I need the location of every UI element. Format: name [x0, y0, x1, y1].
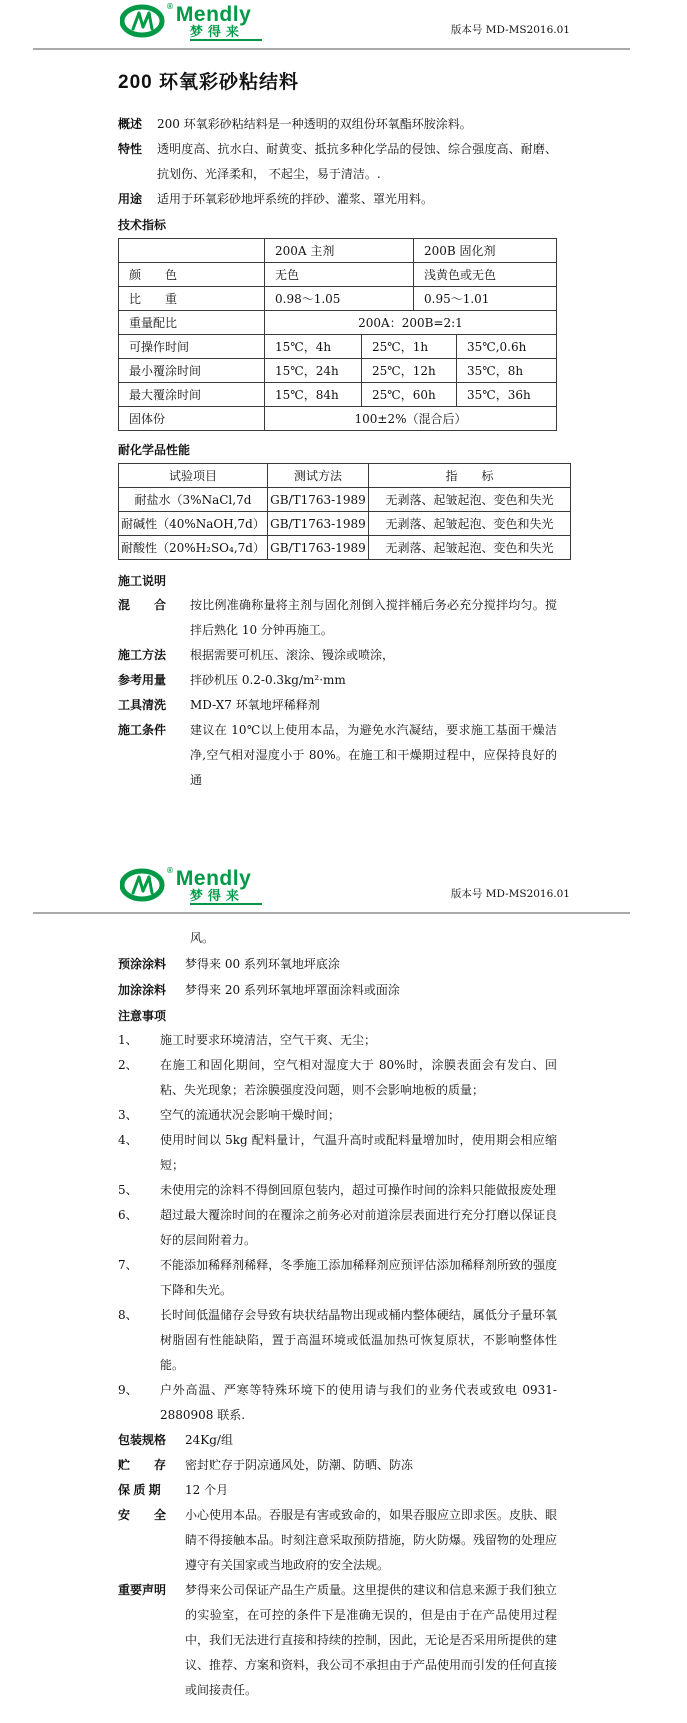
packaging-text: 24Kg/组: [185, 1433, 233, 1447]
notes-title: 注意事项: [118, 1009, 167, 1023]
note-item-6: [118, 1203, 647, 1253]
note-number: 6、: [118, 1208, 138, 1222]
table-cell: 无剥落、起皱起泡、变色和失光: [368, 488, 570, 512]
continuation-text: 风。: [190, 931, 215, 945]
shelf-life-row: [118, 1478, 647, 1503]
header-rule: [33, 48, 630, 50]
table-cell: 固体份: [119, 407, 265, 431]
table-cell: GB/T1763-1989: [267, 512, 368, 536]
note-number: 2、: [118, 1058, 138, 1072]
registered-mark: ®: [167, 2, 173, 11]
table-cell: 15℃，84h: [265, 383, 362, 407]
method-row: [118, 643, 647, 668]
table-row: [119, 239, 557, 263]
note-text: 不能添加稀释剂稀释，冬季施工添加稀释剂应预评估添加稀释剂所致的强度下降和失光。: [160, 1258, 557, 1297]
note-number: 8、: [118, 1308, 138, 1322]
note-item-3: [118, 1103, 647, 1128]
table-row: [119, 407, 557, 431]
table-cell: 浅黄色或无色: [414, 263, 557, 287]
table-cell: 测试方法: [267, 464, 368, 488]
storage-label: 贮 存: [118, 1458, 167, 1472]
mixing-row: [118, 593, 647, 643]
table-cell: 无剥落、起皱起泡、变色和失光: [368, 512, 570, 536]
table-cell: 200A：200B=2:1: [265, 311, 557, 335]
table-cell: [119, 239, 265, 263]
mendly-logo: [120, 4, 262, 41]
tool-cleaning-row: [118, 693, 647, 718]
note-number: 9、: [118, 1383, 138, 1397]
table-cell: 耐酸性（20%H₂SO₄,7d）: [119, 536, 268, 560]
mendly-logo: [120, 868, 262, 905]
table-cell: 25℃，60h: [362, 383, 457, 407]
table-cell: 指 标: [368, 464, 570, 488]
table-cell: 试验项目: [119, 464, 268, 488]
disclaimer-text: 梦得来公司保证产品生产质量。这里提供的建议和信息来源于我们独立的实验室，在可控的条件下是准确无误的，但是由于在产品使用过程中，我们无法进行直接和持续的控制，因此，无论是否采用所提供的建议、推荐、方案和资料，我公司不承担由于产品使用而引发的任何直接或间接责任。: [185, 1583, 558, 1697]
note-item-2: [118, 1053, 647, 1103]
table-cell: 15℃，24h: [265, 359, 362, 383]
registered-mark: ®: [167, 866, 173, 875]
table-cell: 最小覆涂时间: [119, 359, 265, 383]
table-cell: 35℃,0.6h: [457, 335, 557, 359]
table-row: [119, 359, 557, 383]
features-label: 特性: [118, 142, 143, 156]
safety-row: [118, 1503, 647, 1578]
table-cell: 耐碱性（40%NaOH,7d）: [119, 512, 268, 536]
table-cell: GB/T1763-1989: [267, 488, 368, 512]
table-row: [119, 536, 571, 560]
construction-title: 施工说明: [118, 574, 167, 588]
table-cell: 颜 色: [119, 263, 265, 287]
storage-text: 密封贮存于阴凉通风处，防潮、防晒、防冻: [185, 1458, 414, 1472]
table-row: [119, 263, 557, 287]
chemical-resistance-table: [118, 463, 571, 560]
note-text: 使用时间以 5kg 配料量计，气温升高时或配料量增加时，使用期会相应缩短；: [160, 1133, 557, 1172]
note-item-9: [118, 1378, 647, 1428]
table-cell: 重量配比: [119, 311, 265, 335]
method-label: 施工方法: [118, 648, 167, 662]
table-row: [119, 311, 557, 335]
page-2: [0, 864, 687, 1723]
overview-paragraph: [118, 112, 647, 137]
table-cell: 200B 固化剂: [414, 239, 557, 263]
topcoat-label: 加涂涂料: [118, 983, 167, 997]
table-row: [119, 512, 571, 536]
table-cell: 0.98～1.05: [265, 287, 414, 311]
disclaimer-label: 重要声明: [118, 1583, 167, 1597]
method-text: 根据需要可机压、滚涂、镘涂或喷涂，: [190, 648, 395, 662]
note-number: 4、: [118, 1133, 138, 1147]
mixing-label: 混 合: [118, 598, 167, 612]
usage-paragraph: [118, 187, 647, 212]
usage-label: 用途: [118, 192, 143, 206]
shelf-life-label: 保 质 期: [118, 1483, 161, 1497]
table-cell: 25℃，12h: [362, 359, 457, 383]
table-row: [119, 335, 557, 359]
note-number: 7、: [118, 1258, 138, 1272]
note-item-4: [118, 1128, 647, 1178]
table-row: [119, 383, 557, 407]
note-text: 长时间低温储存会导致有块状结晶物出现或桶内整体硬结，属低分子量环氧树脂固有性能缺陷，置于高温环境或低温加热可恢复原状，不影响整体性能。: [160, 1308, 557, 1372]
safety-label: 安 全: [118, 1508, 167, 1522]
note-text: 施工时要求环境清洁，空气干爽、无尘；: [160, 1033, 377, 1047]
note-item-8: [118, 1303, 647, 1378]
note-number: 1、: [118, 1033, 138, 1047]
note-item-1: [118, 1028, 647, 1053]
dosage-label: 参考用量: [118, 673, 167, 687]
table-cell: 35℃，36h: [457, 383, 557, 407]
tech-specs-title: 技术指标: [118, 218, 167, 232]
conditions-label: 施工条件: [118, 723, 167, 737]
table-cell: 无色: [265, 263, 414, 287]
packaging-label: 包装规格: [118, 1433, 167, 1447]
brand-name-chinese: 梦得来: [190, 25, 262, 41]
page2-header: [0, 864, 687, 908]
mendly-logo-icon: [120, 868, 166, 902]
topcoat-row: [118, 977, 647, 1003]
table-row: [119, 488, 571, 512]
brand-name-chinese: 梦得来: [190, 889, 262, 905]
table-row: [119, 287, 557, 311]
page-1: [0, 0, 687, 793]
version-number: 版本号 MD-MS2016.01: [450, 24, 570, 36]
note-number: 5、: [118, 1183, 138, 1197]
precoat-row: [118, 951, 647, 977]
mendly-logo-icon: [120, 4, 166, 38]
usage-text: 适用于环氧彩砂地坪系统的拌砂、灌浆、罩光用料。: [157, 192, 434, 206]
table-cell: 0.95～1.01: [414, 287, 557, 311]
page1-header: [0, 0, 687, 44]
safety-text: 小心使用本品。吞服是有害或致命的，如果吞服应立即求医。皮肤、眼睛不得接触本品。时刻注意采取预防措施，防火防爆。残留物的处理应遵守有关国家或当地政府的安全法规。: [185, 1508, 558, 1572]
table-cell: 最大覆涂时间: [119, 383, 265, 407]
note-text: 户外高温、严寒等特殊环境下的使用请与我们的业务代表或致电 0931-2880908 联系.: [160, 1383, 557, 1422]
disclaimer-row: [118, 1578, 647, 1723]
table-cell: 35℃，8h: [457, 359, 557, 383]
table-cell: 比 重: [119, 287, 265, 311]
precoat-label: 预涂涂料: [118, 957, 167, 971]
dosage-text: 拌砂机压 0.2-0.3kg/m²·mm: [190, 673, 346, 687]
tool-cleaning-label: 工具清洗: [118, 698, 167, 712]
table-cell: 无剥落、起皱起泡、变色和失光: [368, 536, 570, 560]
page2-content: [0, 926, 687, 1723]
table-cell: GB/T1763-1989: [267, 536, 368, 560]
storage-row: [118, 1453, 647, 1478]
brand-name: Mendly: [175, 867, 252, 890]
note-text: 超过最大覆涂时间的在覆涂之前务必对前道涂层表面进行充分打磨以保证良好的层间附着力。: [160, 1208, 557, 1247]
topcoat-text: 梦得来 20 系列环氧地坪罩面涂料或面涂: [185, 983, 400, 997]
table-cell: 25℃，1h: [362, 335, 457, 359]
version-number: 版本号 MD-MS2016.01: [450, 888, 570, 900]
chemical-resistance-title: 耐化学品性能: [118, 443, 191, 457]
mixing-text: 按比例准确称量将主剂与固化剂倒入搅拌桶后务必充分搅拌均匀。搅拌后熟化 10 分钟再施工。: [190, 598, 557, 637]
conditions-text: 建议在 10℃以上使用本品，为避免水汽凝结，要求施工基面干燥洁净,空气相对湿度小于 80%。在施工和干燥期过程中，应保持良好的通: [190, 723, 557, 787]
table-cell: 200A 主剂: [265, 239, 414, 263]
note-text: 空气的流通状况会影响干燥时间；: [160, 1108, 341, 1122]
table-row: [119, 464, 571, 488]
features-text: 透明度高、抗水白、耐黄变、抵抗多种化学品的侵蚀、综合强度高、耐磨、抗划伤、光泽柔和， 不起尘，易于清洁。.: [157, 142, 557, 181]
features-paragraph: [118, 137, 647, 187]
brand-name: Mendly: [175, 3, 252, 26]
table-cell: 可操作时间: [119, 335, 265, 359]
note-text: 在施工和固化期间，空气相对湿度大于 80%时，涂膜表面会有发白、回粘、失光现象；若涂膜强度没问题，则不会影响地板的质量；: [160, 1058, 557, 1097]
table-cell: 15℃，4h: [265, 335, 362, 359]
overview-label: 概述: [118, 117, 143, 131]
packaging-row: [118, 1428, 647, 1453]
note-item-7: [118, 1253, 647, 1303]
tech-specs-table: [118, 238, 557, 431]
overview-text: 200 环氧彩砂粘结料是一种透明的双组份环氧酯环胺涂料。: [157, 117, 472, 131]
table-cell: 100±2%（混合后）: [265, 407, 557, 431]
conditions-row: [118, 718, 647, 793]
table-cell: 耐盐水（3%NaCl,7d: [119, 488, 268, 512]
shelf-life-text: 12 个月: [185, 1483, 229, 1497]
product-title: 200 环氧彩砂粘结料: [118, 72, 299, 93]
header-rule: [33, 912, 630, 914]
dosage-row: [118, 668, 647, 693]
page1-content: [0, 67, 687, 793]
note-number: 3、: [118, 1108, 138, 1122]
precoat-text: 梦得来 00 系列环氧地坪底涂: [185, 957, 340, 971]
note-text: 未使用完的涂料不得倒回原包装内，超过可操作时间的涂料只能做报废处理: [160, 1183, 557, 1197]
note-item-5: [118, 1178, 647, 1203]
tool-cleaning-text: MD-X7 环氧地坪稀释剂: [190, 698, 320, 712]
